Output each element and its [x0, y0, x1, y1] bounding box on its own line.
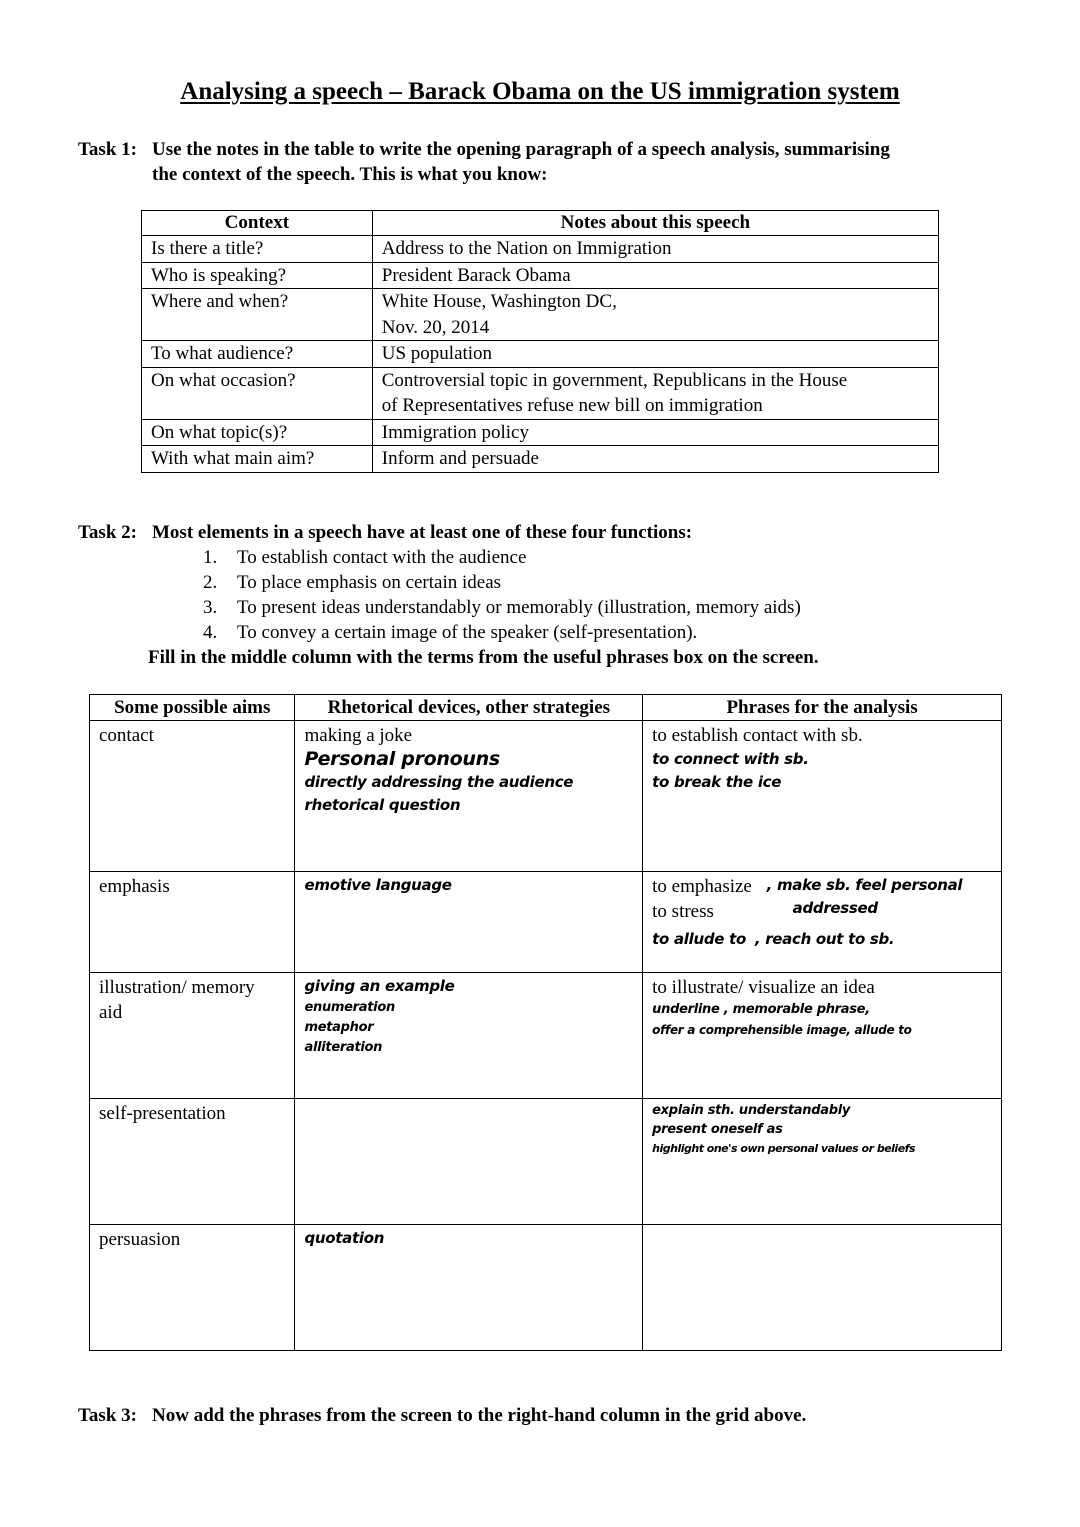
context-question: On what topic(s)? — [142, 419, 373, 446]
context-note-line: Nov. 20, 2014 — [381, 316, 490, 338]
table-row — [90, 1225, 1002, 1351]
phrases-cell — [643, 1225, 1002, 1351]
typed-entry: making a joke — [304, 725, 413, 746]
handwritten-entry: metaphor — [304, 1020, 374, 1035]
list-text: To establish contact with the audience — [237, 547, 527, 568]
task2-intro-text: Most elements in a speech have at least one of these four functions: — [152, 522, 693, 543]
table-row — [142, 341, 939, 368]
list-item — [203, 620, 801, 645]
aim-cell: self-presentation — [90, 1099, 295, 1225]
context-question: To what audience? — [142, 341, 373, 368]
handwritten-entry: Personal pronouns — [304, 748, 500, 770]
phrases-cell — [643, 1099, 1002, 1225]
context-note: Inform and persuade — [372, 446, 938, 473]
typed-entry: to stress — [652, 901, 714, 922]
table-row — [142, 419, 939, 446]
task1-line2: the context of the speech. This is what you know: — [152, 164, 548, 185]
devices-cell — [295, 1099, 643, 1225]
devices-cell — [295, 872, 643, 973]
table-row — [90, 721, 1002, 872]
context-header-notes: Notes about this speech — [372, 211, 938, 236]
handwritten-entry: , reach out to sb. — [754, 930, 895, 948]
task2-instruction: Fill in the middle column with the terms from the useful phrases box on the screen. — [148, 647, 819, 668]
task3-label: Task 3: — [78, 1405, 137, 1426]
context-question: Who is speaking? — [142, 262, 373, 289]
task3-instructions — [78, 1403, 806, 1428]
phrases-cell — [643, 721, 1002, 872]
context-table-header — [142, 211, 939, 236]
handwritten-entry: present oneself as — [652, 1122, 783, 1137]
header-aims: Some possible aims — [90, 695, 295, 721]
task1-label: Task 1: — [78, 139, 137, 160]
list-text: To place emphasis on certain ideas — [237, 572, 502, 593]
handwritten-entry: explain sth. understandably — [652, 1103, 851, 1118]
phrases-cell — [643, 872, 1002, 973]
task3-text: Now add the phrases from the screen to the right-hand column in the grid above. — [152, 1405, 807, 1426]
page-title: Analysing a speech – Barack Obama on the US immigration system — [180, 78, 900, 105]
context-note — [372, 289, 938, 341]
devices-cell — [295, 1225, 643, 1351]
aim-cell: persuasion — [90, 1225, 295, 1351]
header-devices: Rhetorical devices, other strategies — [295, 695, 643, 721]
context-note: President Barack Obama — [372, 262, 938, 289]
context-note: US population — [372, 341, 938, 368]
task1-instructions — [78, 137, 890, 187]
table-row — [90, 973, 1002, 1099]
list-number: 1. — [203, 547, 218, 568]
handwritten-entry: addressed — [792, 899, 878, 917]
analysis-table-header — [90, 695, 1002, 721]
table-row — [142, 289, 939, 341]
context-table — [141, 210, 939, 473]
handwritten-entry: highlight one's own personal values or beliefs — [652, 1142, 916, 1155]
devices-cell — [295, 721, 643, 872]
typed-entry: to emphasize — [652, 876, 752, 897]
context-question: Where and when? — [142, 289, 373, 341]
functions-list — [203, 545, 801, 645]
list-number: 4. — [203, 622, 218, 643]
context-note-line: Controversial topic in government, Republicans in the House — [381, 369, 848, 391]
aim-cell: contact — [90, 721, 295, 872]
context-question: Is there a title? — [142, 236, 373, 263]
handwritten-entry: to connect with sb. — [652, 750, 809, 768]
aim-line: illustration/ memory — [99, 977, 255, 998]
context-header-context: Context — [142, 211, 373, 236]
aim-cell: emphasis — [90, 872, 295, 973]
phrases-hw-group — [767, 874, 963, 920]
table-row — [90, 872, 1002, 973]
table-row — [142, 367, 939, 419]
task1-line1: Use the notes in the table to write the opening paragraph of a speech analysis, summarising — [152, 139, 890, 160]
handwritten-entry: quotation — [304, 1229, 385, 1247]
header-phrases: Phrases for the analysis — [643, 695, 1002, 721]
list-item — [203, 570, 801, 595]
table-row — [90, 1099, 1002, 1225]
context-note — [372, 367, 938, 419]
handwritten-entry: enumeration — [304, 1000, 395, 1015]
handwritten-entry: emotive language — [304, 876, 452, 894]
handwritten-entry: to allude to — [652, 930, 746, 948]
handwritten-entry: underline , memorable phrase, — [652, 1002, 870, 1017]
list-item — [203, 545, 801, 570]
list-number: 3. — [203, 597, 218, 618]
handwritten-entry: rhetorical question — [304, 796, 461, 814]
typed-entry: to illustrate/ visualize an idea — [652, 977, 875, 998]
handwritten-entry: directly addressing the audience — [304, 773, 574, 791]
handwritten-entry: alliteration — [304, 1040, 383, 1055]
context-question: On what occasion? — [142, 367, 373, 419]
task2-intro — [78, 520, 692, 545]
phrases-hw-line — [652, 928, 992, 951]
table-row — [142, 446, 939, 473]
phrases-typed-group — [652, 874, 752, 924]
table-row — [142, 236, 939, 263]
context-note: Immigration policy — [372, 419, 938, 446]
handwritten-entry: to break the ice — [652, 773, 782, 791]
aim-line: aid — [99, 1002, 123, 1023]
context-note-line: White House, Washington DC, — [381, 291, 617, 312]
context-note: Address to the Nation on Immigration — [372, 236, 938, 263]
phrases-row — [652, 874, 992, 924]
aim-cell — [90, 973, 295, 1099]
context-question: With what main aim? — [142, 446, 373, 473]
devices-cell — [295, 973, 643, 1099]
task2-label: Task 2: — [78, 522, 137, 543]
handwritten-entry: giving an example — [304, 977, 455, 995]
list-text: To convey a certain image of the speaker (self-presentation). — [237, 622, 698, 643]
list-text: To present ideas understandably or memorably (illustration, memory aids) — [237, 597, 801, 618]
context-note-line: of Representatives refuse new bill on immigration — [381, 395, 763, 416]
list-number: 2. — [203, 572, 218, 593]
phrases-cell — [643, 973, 1002, 1099]
list-item — [203, 595, 801, 620]
table-row — [142, 262, 939, 289]
analysis-table — [89, 694, 1002, 1351]
handwritten-entry: , make sb. feel personal — [766, 876, 963, 894]
handwritten-entry: offer a comprehensible image, allude to — [652, 1023, 912, 1037]
typed-entry: to establish contact with sb. — [652, 725, 863, 746]
